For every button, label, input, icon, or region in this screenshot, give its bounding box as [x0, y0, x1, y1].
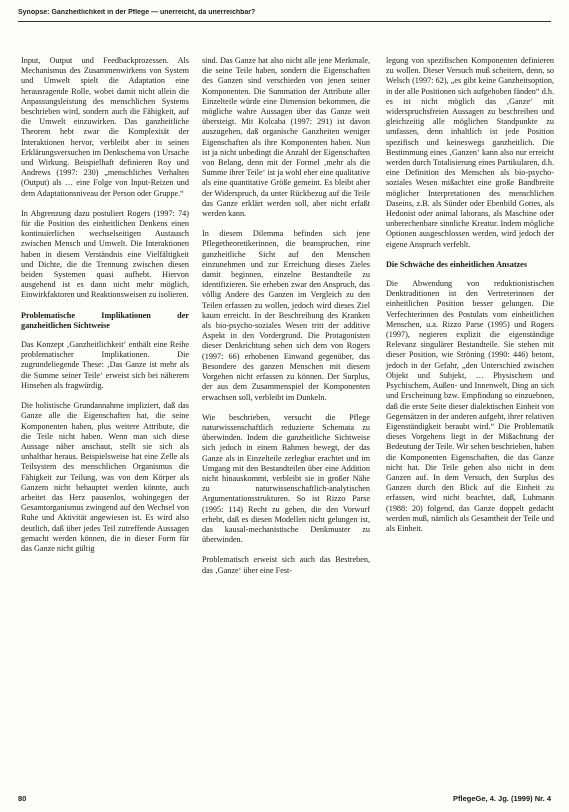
paragraph: Problematisch erweist sich auch das Bestreben, das ‚Ganze‘ über eine Fest-	[202, 555, 370, 575]
paragraph: sind. Das Ganze hat also nicht alle jene Merkmale, die seine Teile haben, sondern die Eigenschaften des Ganzen sind verschieden von jenen seiner Komponenten. Die Summation der Attribute aller Einzelteile würde eine Dimension bekommen, die mögliche wahre Aussagen über das Ganze weit übersteigt. Mit Kolcaba (1997: 291) ist davon auszugehen, daß organische Ganzheiten weniger Eigenschaften als ihre Komponenten haben. Nun ist ja nicht unbedingt die Anzahl der Eigenschaften von Belang, denn mit der Formel ‚mehr als die Summe ihrer Teile‘ ist ja wohl eher eine qualitative als eine quantitative Größe gemeint. Es bleibt aber der Widerspruch, da unter Rückbezug auf die Teile das Ganze erklärt werden soll, aber nicht erfaßt werden kann.	[202, 56, 370, 219]
paragraph: In Abgrenzung dazu postuliert Rogers (1997: 74) für die Position des einheitlichen Denkens einen kontinuierlichen wechselseitigen Austausch zwischen Mensch und Umwelt. Die Interaktionen haben in diesem Verständnis eine Vielfältigkeit und Dichte, die die Trennung zwischen diesen beiden Systemen quasi aufhebt. Hiervon ausgehend ist es dann nicht mehr möglich, Einwirkfaktoren und Reaktionsweisen zu isolieren.	[21, 208, 189, 300]
page-footer	[18, 794, 551, 806]
paragraph: Input, Output und Feedbackprozessen. Als Mechanismus des Zusammenwirkens von System und Umwelt spielt die Adaptation eine herausragende Rolle, wobei damit nicht allein die Anpassungsleistung des menschlichen Systems beschrieben wird, sondern auch die Fähigkeit, auf die Umwelt einzuwirken. Das ganzheitliche Theorem hebt zwar die Komplexität der Interaktionen hervor, verbleibt aber in seinen Erklärungsversuchen im Denkschema von Ursache und Wirkung. Beispielhaft definieren Roy und Andrews (1997: 230) „menschliches Verhalten (Output) als … eine Folge von Input-Reizen und dem Adaptationsniveau der Person oder Gruppe.“	[21, 56, 189, 198]
journal-reference: PflegeGe, 4. Jg. (1999) Nr. 4	[453, 794, 551, 803]
paragraph: Wie beschrieben, versucht die Pflege naturwissenschaftlich reduzierte Schemata zu überwinden. Indem die ganzheitliche Sichtweise sich jedoch in einem Rahmen bewegt, der das Ganze als in Einzelteile zerlegbar erachtet und im Umgang mit den Bestandteilen über eine Addition nicht hinauskommt, verbleibt sie in großer Nähe zu naturwissenschaftlich-analytischen Argumentationsstrukturen. So ist Rizzo Parse (1995: 114) Recht zu geben, die den Vorwurf erhebt, daß es diesen Modellen nicht gelungen ist, das kausal-mechanistische Denkmuster zu überwinden.	[202, 412, 370, 545]
text-column-2	[202, 56, 370, 586]
text-column-3	[386, 56, 554, 544]
section-heading: Problematische Implikationen der ganzheitlichen Sichtweise	[21, 310, 189, 330]
running-header: Synopse: Ganzheitlichkeit in der Pflege — unerreicht, da unerreichbar?	[18, 9, 256, 16]
paragraph: Die Abwendung von reduktionistischen Denktraditionen ist den Vertreterinnen der einheitlichen Position besser gelungen. Die Verfechterinnen des Postulats vom einheitlichen Menschen, u.a. Rizzo Parse (1995) und Rogers (1997), negieren explizit die eigenständige Relevanz singulärer Bestandteile. Sie stehen mit dieser Position, wie Ströning (1990: 446) betont, jedoch in der Gefahr, „den Unterschied zwischen Objekt und Subjekt, … Physischem und Psychischem, Außen- und Innenwelt, Ding an sich und Erscheinung bzw. Empfindung so einzuebnen, daß die erste Seite dieser dialektischen Einheit von Gegensätzen in der anderen aufgeht, ihrer relativen Eigenständigkeit beraubt wird.“ Die Problematik dieses Vorgehens liegt in der Mißachtung der Bedeutung der Teile. Wir sehen beschrieben, haben die Komponenten Eigenschaften, die das Ganze nicht hat. Die Teile gehen also nicht in dem Ganzen auf. In dem Versuch, den Surplus des Ganzen durch den Blick auf die Einheit zu erfassen, wird nicht beachtet, daß, Luhmann (1988: 20) folgend, das Ganze doppelt gedacht werden muß, nämlich als Gesamtheit der Teile und als Einheit.	[386, 279, 554, 533]
section-heading: Die Schwäche des einheitlichen Ansatzes	[386, 259, 528, 269]
paragraph: legung von spezifischen Komponenten definieren zu wollen. Dieser Versuch muß scheitern, denn, so Welsch (1997: 62), „es gibt keine Ganzheitsoption, in der alle Positionen sich aufgehoben fänden“ d.h. es ist nicht möglich das ‚Ganze‘ mit widerspruchsfreien Aussagen zu beschreiben und gleichzeitig alle möglichen Standpunkte zu umfassen, denn inhaltlich ist jede Position spezifisch und keineswegs ganzheitlich. Die Bestimmung eines ‚Ganzen‘ kann also nur erreicht werden durch Totalisierung eines Partikularen, d.h. eine Definition des Menschen als bio-psycho-soziales Wesen mißachtet eine große Bandbreite möglicher Interpretationen des menschlichen Daseins, z.B. als Sünder oder Ebenbild Gottes, als Hedonist oder animal laborans, als Maschine oder unberechenbare sinnliche Kreatur. Indem mögliche Optionen ausgeschlossen werden, wird jedoch der eigene Anspruch verfehlt.	[386, 56, 554, 249]
page-number: 80	[18, 794, 27, 803]
paragraph: Das Konzept ‚Ganzheitlichkeit‘ enthält eine Reihe problematischer Implikationen. Die zugrundeliegende These: ‚Das Ganze ist mehr als die Summe seiner Teile‘ erweist sich bei näherem Hinsehen als fragwürdig.	[21, 340, 189, 390]
paragraph: Die holistische Grundannahme impliziert, daß das Ganze alle die Eigenschaften hat, die seine Komponenten haben, plus weitere Attribute, die die Teile nicht haben. Wenn man sich diese Aussage näher anschaut, stellt sie sich als unhaltbar heraus. Beispielsweise hat eine Zelle als Teilsystem des menschlichen Organismus die Fähigkeit zur Teilung, was von dem Körper als Ganzem nicht behauptet werden könnte, auch arbeitet das Herz pausenlos, wohingegen der Gesamtorganismus zwingend auf den Wechsel von Ruhe und Aktivität angewiesen ist. Es wird also deutlich, daß über jedes Teil zutreffende Aussagen gemacht werden können, die in dieser Form für das Ganze nicht gültig	[21, 401, 189, 553]
text-column-1	[21, 56, 189, 564]
paragraph: In diesem Dilemma befinden sich jene Pflegetheoretikerinnen, die beanspruchen, eine ganzheitliche Sicht auf den Menschen einzunehmen und zur Erreichung dieses Zieles damit beginnen, einzelne Bestandteile zu identifizieren. Sie erheben zwar den Anspruch, das völlig Andere des Ganzen im Vergleich zu den Teilen erfassen zu wollen, jedoch wird dieses Ziel kaum erreicht. In der Beschreibung des Kranken als bio-psycho-soziales Wesen tritt der additive Aspekt in den Vordergrund. Die Protagonisten dieser Denkrichtung sehen sich dem von Rogers (1997: 66) erhobenen Einwand gegenüber, das Besondere des ganzen Menschen mit diesem Vorgehen nicht erfassen zu können. Der Surplus, der aus dem Zusammenspiel der Komponenten erwachsen soll, verbleibt im Dunkeln.	[202, 229, 370, 402]
header-rule	[18, 21, 551, 22]
